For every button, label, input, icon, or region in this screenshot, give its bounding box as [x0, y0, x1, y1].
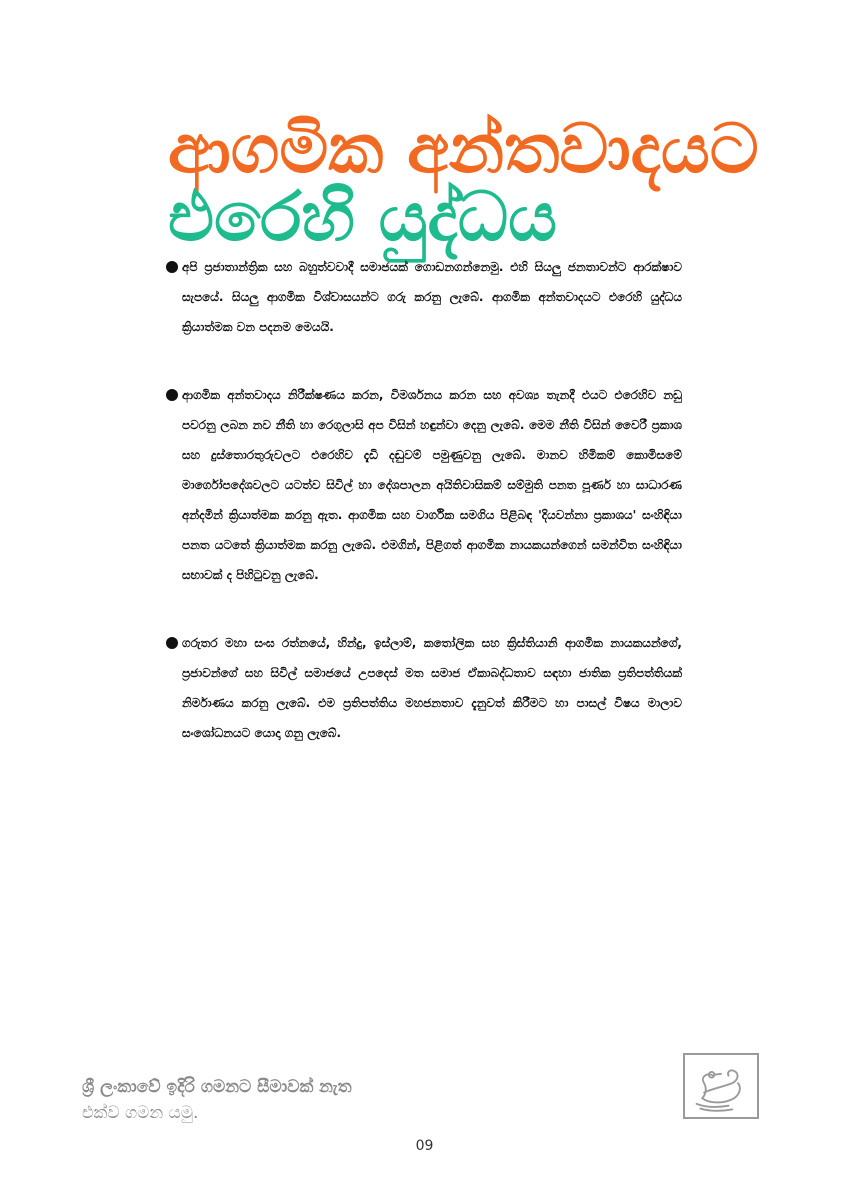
footer-slogan-line-1: ශ්‍රී ලංකාවේ ඉදිරි ගමනට සීමාවක් නැත — [82, 1077, 352, 1097]
bullet-text: ගරුතර මහා සංඝ රත්නයේ, හින්දු, ඉස්ලාම්, කතෝලික සහ ක්‍රිස්තියානි ආගමික නායකයන්ගේ, ප්‍රජාවන්ගේ සහ සිවිල් සමාජයේ උපදෙස් මත සමාජ ඒකාබද්ධතාව සඳහා ජාතික ප්‍රතිපත්තියක් නිර්මාණය කරනු ලැබේ. එම ප්‍රතිපත්තිය මහජනතාව දැනුවත් කිරීමට හා පාසල් විෂය මාලාව සංශෝධනයට යොදා ගනු ලැබේ. — [182, 636, 682, 740]
page-number: 09 — [415, 1138, 434, 1154]
bullet-item-3 — [172, 628, 682, 748]
bullet-text: අපි ප්‍රජාතාන්ත්‍රික සහ බහුත්වවාදී සමාජයක් ගොඩනගන්නෙමු. එහි සියලු ජනතාවන්ට ආරක්ෂාව සැපයේ. සියලු ආගමික විශ්වාසයන්ට ගරු කරනු ලැබේ. ආගමික අන්තවාදයට එරෙහි යුද්ධය ක්‍රියාත්මක වන පදනම මෙයයි. — [182, 260, 682, 334]
bullet-icon — [166, 261, 178, 273]
bullet-text: ආගමික අන්තවාදය නිරීක්ෂණය කරන, විමර්ශනය කරන සහ අවශ්‍ය තැනදී එයට එරෙහිව නඩු පවරනු ලබන නව නීති හා රෙගුලාසි අප විසින් හඳුන්වා දෙනු ලැබේ. මෙම නීති විසින් වෛරී ප්‍රකාශ සහ දුස්තොරතුරුවලට එරෙහිව දැඩි දඬුවම් පමුණුවනු ලැබේ. මානව හිමිකම් කොමිසමේ මාර්ගෝපදේශවලට යටත්ව සිවිල් හා දේශපාලන අයිතිවාසිකම් සම්මුති පනත පූර්ණ හා සාධාරණ අන්දමින් ක්‍රියාත්මක කරනු ඇත. ආගමික සහ වාර්ගික සමගිය පිළිබඳ 'දියවන්නා ප්‍රකාශය' සංහිඳියා පනත යටතේ ක්‍රියාත්මක කරනු ලැබේ. එමගින්, පිළිගත් ආගමික නායකයන්ගෙන් සමන්විත සංහිඳියා සභාවක් ද පිහිටුවනු ලැබේ. — [182, 388, 682, 582]
bullet-item-1 — [172, 252, 682, 342]
footer-slogan — [82, 1074, 352, 1126]
bullet-list — [172, 252, 682, 786]
swan-logo-icon — [683, 1053, 759, 1119]
bullet-icon — [166, 389, 178, 401]
bullet-item-2 — [172, 380, 682, 590]
page-title-line-1: ආගමික අන්තවාදයට — [168, 110, 759, 189]
page-title-line-2: එරෙහි යුද්ධය — [168, 178, 557, 257]
bullet-icon — [166, 637, 178, 649]
footer-slogan-line-2: එක්ව ගමන යමු. — [82, 1103, 199, 1123]
